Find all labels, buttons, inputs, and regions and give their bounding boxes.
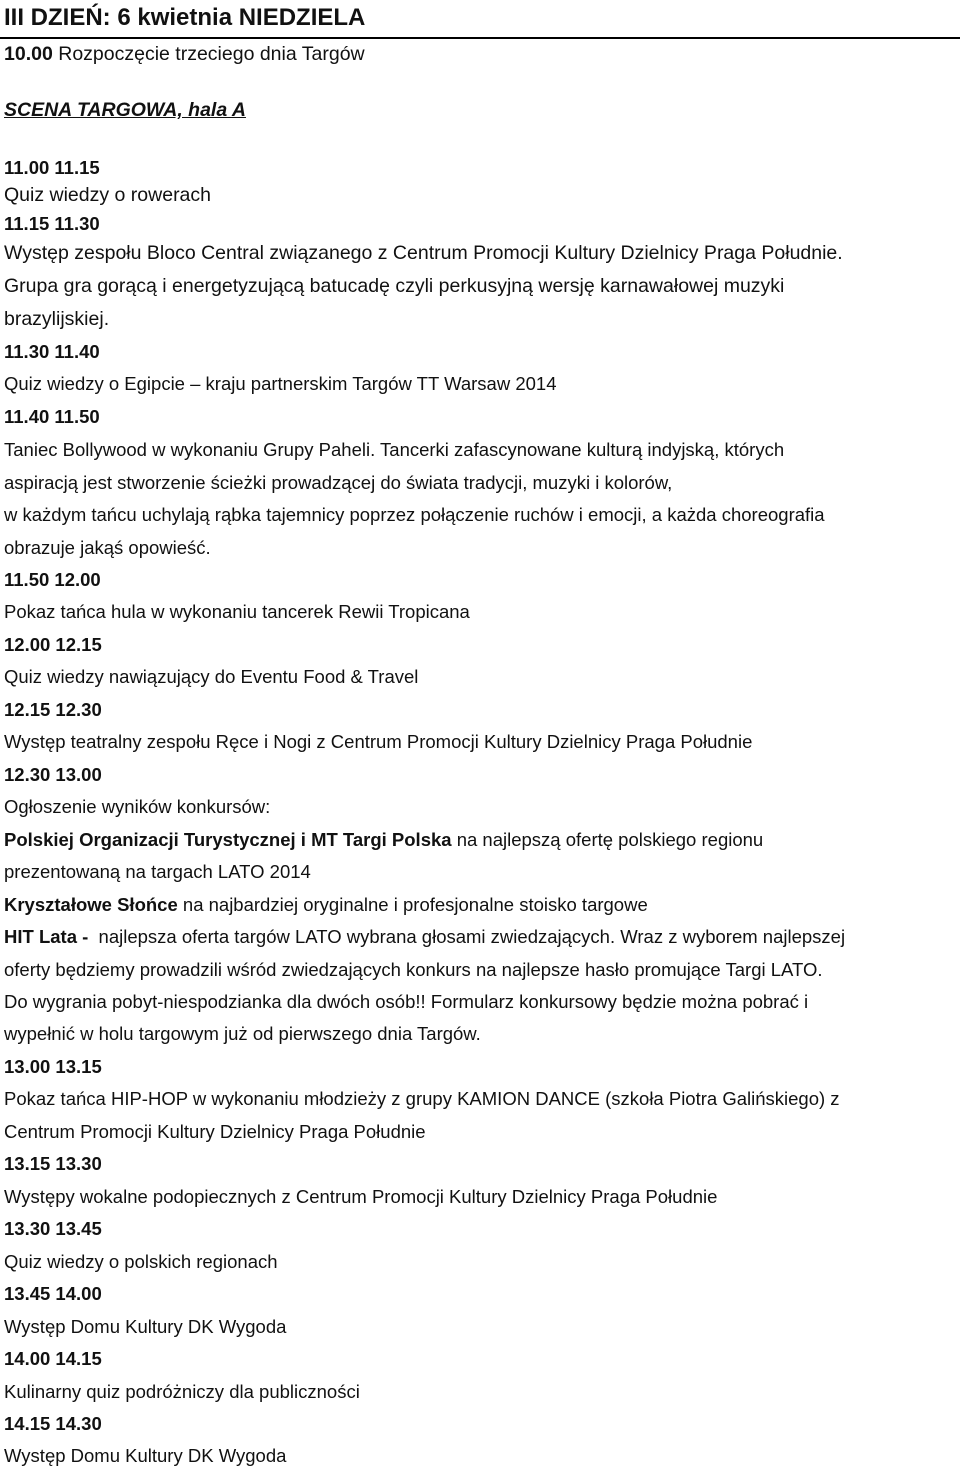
slot-description: Quiz wiedzy o Egipcie – kraju partnerskim Targów TT Warsaw 2014: [4, 373, 557, 394]
slot-description: brazylijskiej.: [4, 308, 110, 330]
slot-description: w każdym tańcu uchylają rąbka tajemnicy poprzez połączenie ruchów i emocji, a każda choreografia: [4, 504, 825, 525]
award-text: prezentowaną na targach LATO 2014: [4, 861, 311, 882]
slot-description: Występy wokalne podopiecznych z Centrum Promocji Kultury Dzielnicy Praga Południe: [4, 1186, 718, 1207]
slot-time: 11.40 11.50: [4, 406, 100, 427]
slot-time: 11.50 12.00: [4, 569, 101, 590]
slot-time: 14.15 14.30: [4, 1413, 102, 1434]
opening-line: [4, 41, 956, 67]
slot-description: Występ Domu Kultury DK Wygoda: [4, 1316, 287, 1337]
award-line: [4, 924, 956, 950]
award-line: [4, 827, 956, 853]
slot-description: Quiz wiedzy nawiązujący do Eventu Food & Travel: [4, 666, 419, 687]
slot-time: 13.45 14.00: [4, 1283, 102, 1304]
slot-description: Ogłoszenie wyników konkursów:: [4, 796, 271, 817]
slot-time: 13.00 13.15: [4, 1056, 102, 1077]
title-divider: [0, 37, 960, 39]
award-name: Kryształowe Słońce: [4, 894, 178, 915]
award-text: na najbardziej oryginalne i profesjonalne stoisko targowe: [177, 894, 648, 915]
slot-time: 13.15 13.30: [4, 1153, 102, 1174]
opening-time: 10.00: [4, 43, 53, 65]
award-text: na najlepszą ofertę polskiego regionu: [451, 829, 764, 850]
slot-time: 11.00 11.15: [4, 157, 100, 178]
slot-description: Kulinarny quiz podróżniczy dla publiczności: [4, 1381, 360, 1402]
slot-description: Występ Domu Kultury DK Wygoda: [4, 1445, 287, 1466]
slot-time: 12.30 13.00: [4, 764, 102, 785]
award-text: najlepsza oferta targów LATO wybrana głosami zwiedzających. Wraz z wyborem najlepszej: [88, 926, 846, 947]
award-line: [4, 892, 956, 918]
slot-time: 11.30 11.40: [4, 341, 100, 362]
slot-description: Pokaz tańca HIP-HOP w wykonaniu młodzieży z grupy KAMION DANCE (szkoła Piotra Galińskiego) z: [4, 1088, 840, 1109]
slot-description: Taniec Bollywood w wykonaniu Grupy Paheli. Tancerki zafascynowane kulturą indyjską, których: [4, 439, 785, 460]
slot-time: 11.15 11.30: [4, 213, 100, 234]
award-text: oferty będziemy prowadzili wśród zwiedzających konkurs na najlepsze hasło promujące Targi LATO.: [4, 959, 823, 980]
slot-description: obrazuje jakąś opowieść.: [4, 537, 211, 558]
award-text: Do wygrania pobyt-niespodzianka dla dwóch osób!! Formularz konkursowy będzie można pobrać i: [4, 991, 809, 1012]
slot-time: 14.00 14.15: [4, 1348, 102, 1369]
slot-description: Quiz wiedzy o rowerach: [4, 184, 211, 206]
slot-description: Występ zespołu Bloco Central związanego z Centrum Promocji Kultury Dzielnicy Praga Południe.: [4, 242, 843, 264]
award-name: Polskiej Organizacji Turystycznej i MT Targi Polska: [4, 829, 452, 850]
day-title: III DZIEŃ: 6 kwietnia NIEDZIELA: [4, 4, 366, 31]
slot-time: 12.00 12.15: [4, 634, 102, 655]
slot-description: Występ teatralny zespołu Ręce i Nogi z Centrum Promocji Kultury Dzielnicy Praga Południe: [4, 731, 753, 752]
slot-description: Quiz wiedzy o polskich regionach: [4, 1251, 278, 1272]
stage-heading: SCENA TARGOWA, hala A: [4, 99, 246, 121]
award-text: wypełnić w holu targowym już od pierwszego dnia Targów.: [4, 1023, 481, 1044]
slot-description: Grupa gra gorącą i energetyzującą batucadę czyli perkusyjną wersję karnawałowej muzyki: [4, 275, 785, 297]
slot-description: Pokaz tańca hula w wykonaniu tancerek Rewii Tropicana: [4, 601, 470, 622]
award-name: HIT Lata -: [4, 926, 89, 947]
slot-description: Centrum Promocji Kultury Dzielnicy Praga Południe: [4, 1121, 426, 1142]
opening-text: Rozpoczęcie trzeciego dnia Targów: [58, 43, 365, 65]
slot-time: 13.30 13.45: [4, 1218, 102, 1239]
slot-time: 12.15 12.30: [4, 699, 102, 720]
slot-description: aspiracją jest stworzenie ścieżki prowadzącej do świata tradycji, muzyki i kolorów,: [4, 472, 673, 493]
